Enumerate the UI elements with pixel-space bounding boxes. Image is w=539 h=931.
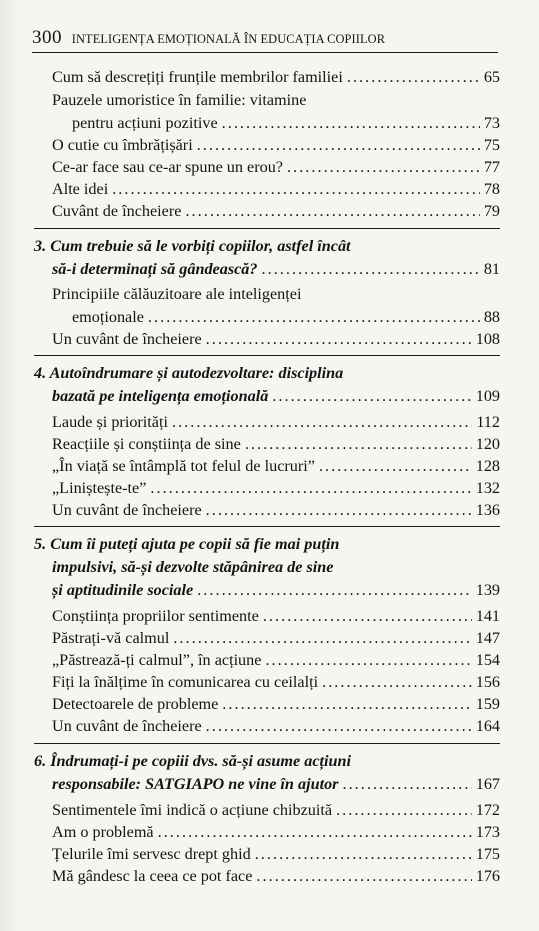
- toc-entry: Mă gândesc la ceea ce pot face . . . 176: [52, 865, 500, 888]
- section-divider: [34, 743, 500, 744]
- toc-entry: Țelurile îmi servesc drept ghid . . . 175: [52, 843, 500, 866]
- toc-entry: „În viață se întâmplă tot felul de lucruri” . . . 128: [52, 455, 500, 478]
- toc-entry: Laude și priorități . . . 112: [52, 411, 500, 434]
- toc-entry: Conștiința propriilor sentimente . . . 141: [52, 605, 500, 628]
- toc-entry: Pauzele umoristice în familie: vitamine: [52, 91, 307, 109]
- chapter-heading: 3. Cum trebuie să le vorbiți copiilor, astfel încât: [34, 237, 351, 255]
- toc-entry: Sentimentele îmi indică o acțiune chibzuită . . . 172: [52, 799, 500, 822]
- section-divider: [34, 355, 500, 356]
- toc-entry: Ce-ar face sau ce-ar spune un erou? . . . 77: [52, 156, 500, 179]
- toc-entry: Un cuvânt de încheiere . . . 136: [52, 499, 500, 522]
- toc-entry: Reacțiile și conștiința de sine . . . 120: [52, 433, 500, 456]
- toc-entry: Păstrați-vă calmul . . . 147: [52, 627, 500, 650]
- section-divider: [34, 228, 500, 229]
- toc-entry: emoționale . . . 88: [72, 306, 500, 329]
- toc-entry: O cutie cu îmbrățișări . . . 75: [52, 134, 500, 157]
- chapter-heading: responsabile: SATGIAPO ne vine în ajutor . . . 167: [52, 773, 500, 796]
- toc-entry: „Liniștește-te” . . . 132: [52, 477, 500, 500]
- chapter-heading: și aptitudinile sociale . . . 139: [52, 579, 500, 602]
- toc-entry: pentru acțiuni pozitive . . . 73: [72, 112, 500, 135]
- chapter-heading: 4. Autoîndrumare și autodezvoltare: disciplina: [34, 364, 344, 382]
- toc-entry: Cum să descrețiți frunțile membrilor familiei . . . 65: [52, 66, 500, 89]
- toc-entry: Am o problemă . . . 173: [52, 821, 500, 844]
- toc-entry: Fiți la înălțime în comunicarea cu ceilalți . . . 156: [52, 671, 500, 694]
- toc-entry: Un cuvânt de încheiere . . . 108: [52, 328, 500, 351]
- chapter-heading: impulsivi, să-și dezvolte stăpânirea de sine: [52, 558, 334, 576]
- toc-entry: „Păstrează-ți calmul”, în acțiune . . . 154: [52, 649, 500, 672]
- chapter-heading: bazată pe inteligența emoțională . . . 109: [52, 385, 500, 408]
- page-number: 300: [32, 27, 62, 48]
- chapter-heading: 6. Îndrumați-i pe copiii dvs. să-și asume acțiuni: [34, 752, 352, 770]
- toc-entry: Alte idei . . . 78: [52, 178, 500, 201]
- chapter-heading: să-i determinați să gândească? . . . 81: [52, 258, 500, 281]
- chapter-heading: 5. Cum îi puteți ajuta pe copii să fie mai puțin: [34, 535, 340, 553]
- toc-entry: Detectoarele de probleme . . . 159: [52, 693, 500, 716]
- toc-entry: Un cuvânt de încheiere . . . 164: [52, 715, 500, 738]
- toc-entry: Principiile călăuzitoare ale inteligenței: [52, 285, 302, 303]
- running-title: INTELIGENȚA EMOȚIONALĂ ÎN EDUCAȚIA COPIILOR: [71, 32, 386, 46]
- section-divider: [34, 526, 500, 527]
- toc-entry: Cuvânt de încheiere . . . 79: [52, 200, 500, 223]
